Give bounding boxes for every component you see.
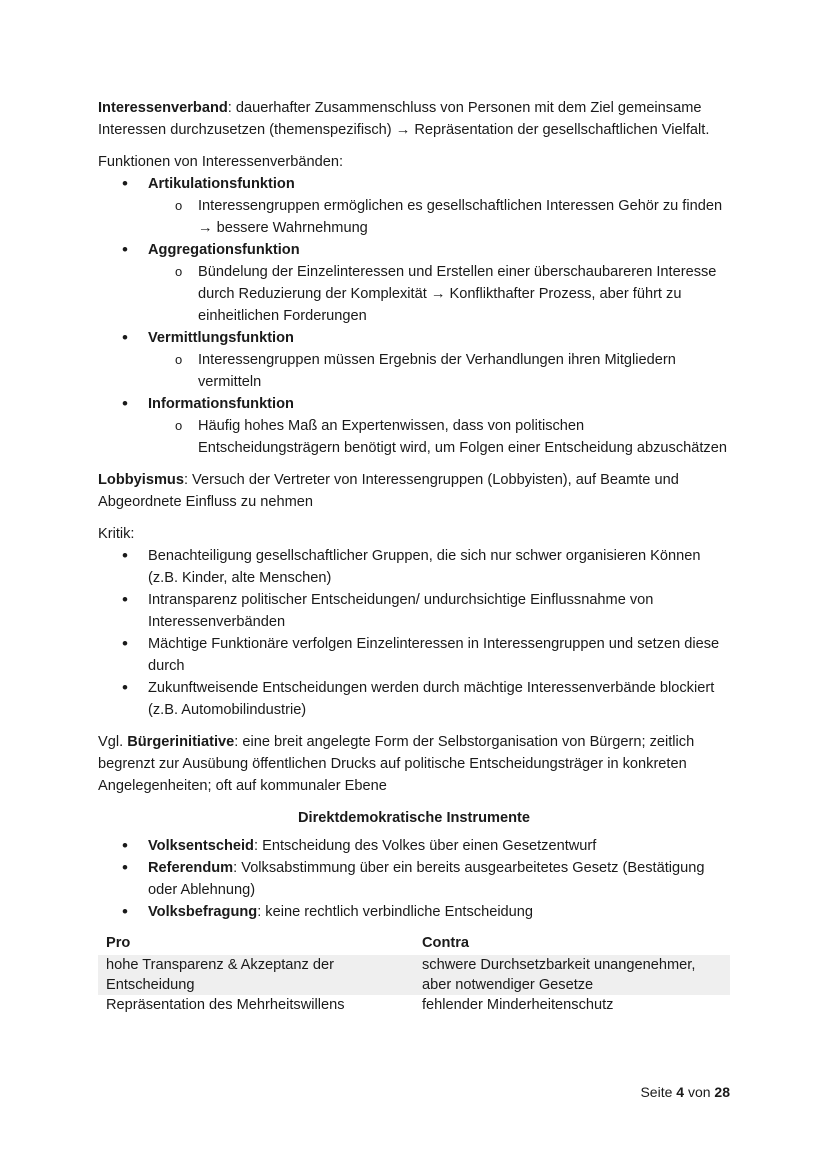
functions-list <box>98 173 730 459</box>
list-item <box>98 173 730 239</box>
critique-list <box>98 545 730 721</box>
intro-text: : dauerhafter Zusammenschluss von Personen mit dem Ziel gemeinsame Interessen durchzusetzen (themenspezifisch) → Repräsentation der gesellschaftlichen Vielfalt. <box>98 100 710 138</box>
pro-cell: hohe Transparenz & Akzeptanz der Entscheidung <box>98 955 414 995</box>
function-sublist <box>148 415 730 459</box>
function-title: Vermittlungsfunktion <box>148 330 294 346</box>
initiative-text: : eine breit angelegte Form der Selbstorganisation von Bürgern; zeitlich begrenzt zur Ausübung öffentlichen Drucks auf politische Entscheidungsträger in konkreten Angelegenheiten; oft auf kommunaler Ebene <box>98 734 695 794</box>
direct-list <box>98 835 730 923</box>
section-title: Direktdemokratische Instrumente <box>298 810 530 826</box>
function-title: Informationsfunktion <box>148 396 294 412</box>
initiative-term: Bürgerinitiative <box>127 734 235 750</box>
contra-header: Contra <box>422 935 470 951</box>
contra-cell: fehlender Minderheitenschutz <box>422 997 614 1013</box>
function-title: Artikulationsfunktion <box>148 176 295 192</box>
list-item: • Intransparenz politischer Entscheidungen/ undurchsichtige Einflussnahme von Interessenverbänden <box>98 589 730 633</box>
list-item: • Mächtige Funktionäre verfolgen Einzelinteressen in Interessengruppen und setzen diese durch <box>98 633 730 677</box>
function-detail: o Häufig hohes Maß an Expertenwissen, dass von politischen Entscheidungsträgern benötigt wird, um Folgen einer Entscheidung abzuschätzen <box>148 415 730 459</box>
table-row <box>98 995 730 1015</box>
direct-text: : Volksabstimmung über ein bereits ausgearbeitetes Gesetz (Bestätigung oder Ablehnung) <box>148 860 705 898</box>
footer-mid: von <box>684 1084 715 1100</box>
function-title: Aggregationsfunktion <box>148 242 300 258</box>
footer-prefix: Seite <box>640 1084 677 1100</box>
intro-term: Interessenverband <box>98 100 228 116</box>
list-item <box>98 901 730 923</box>
function-detail: o Bündelung der Einzelinteressen und Erstellen einer überschaubareren Interesse durch Reduzierung der Komplexität → Konflikthafter Prozess, aber führt zu einheitlichen Forderungen <box>148 261 730 327</box>
functions-heading: Funktionen von Interessenverbänden: <box>98 154 344 170</box>
page-content <box>98 97 730 1015</box>
list-item: • Benachteiligung gesellschaftlicher Gruppen, die sich nur schwer organisieren Können (z.B. Kinder, alte Menschen) <box>98 545 730 589</box>
initiative-paragraph <box>98 731 730 797</box>
direct-text: : keine rechtlich verbindliche Entscheidung <box>257 904 534 920</box>
list-item <box>98 857 730 901</box>
list-item: • Zukunftweisende Entscheidungen werden durch mächtige Interessenverbände blockiert (z.B. Automobilindustrie) <box>98 677 730 721</box>
lobby-paragraph <box>98 469 730 513</box>
function-sublist <box>148 195 730 239</box>
list-item <box>98 239 730 327</box>
function-sublist <box>148 261 730 327</box>
pro-cell: Repräsentation des Mehrheitswillens <box>106 997 345 1013</box>
pro-contra-table <box>98 933 730 1015</box>
direct-text: : Entscheidung des Volkes über einen Gesetzentwurf <box>253 838 597 854</box>
footer-total: 28 <box>714 1084 730 1100</box>
list-item <box>98 393 730 459</box>
critique-heading: Kritik: <box>98 526 135 542</box>
direct-term: Referendum <box>148 860 234 876</box>
table-row <box>98 955 730 995</box>
initiative-prefix: Vgl. <box>98 734 128 750</box>
function-sublist <box>148 349 730 393</box>
table-header-row <box>98 933 730 955</box>
direct-term: Volksbefragung <box>148 904 258 920</box>
function-detail: o Interessengruppen ermöglichen es gesellschaftlichen Interessen Gehör zu finden → bessere Wahrnehmung <box>148 195 730 239</box>
intro-paragraph <box>98 97 730 141</box>
footer-page: 4 <box>676 1084 685 1100</box>
list-item <box>98 835 730 857</box>
lobby-term: Lobbyismus <box>98 472 184 488</box>
contra-cell: schwere Durchsetzbarkeit unangenehmer, aber notwendiger Gesetze <box>414 955 730 995</box>
list-item <box>98 327 730 393</box>
page-footer <box>640 1084 730 1100</box>
function-detail: o Interessengruppen müssen Ergebnis der Verhandlungen ihren Mitgliedern vermitteln <box>148 349 730 393</box>
direct-term: Volksentscheid <box>148 838 254 854</box>
pro-header: Pro <box>106 935 131 951</box>
lobby-text: : Versuch der Vertreter von Interessengruppen (Lobbyisten), auf Beamte und Abgeordnete Einfluss zu nehmen <box>98 472 679 510</box>
